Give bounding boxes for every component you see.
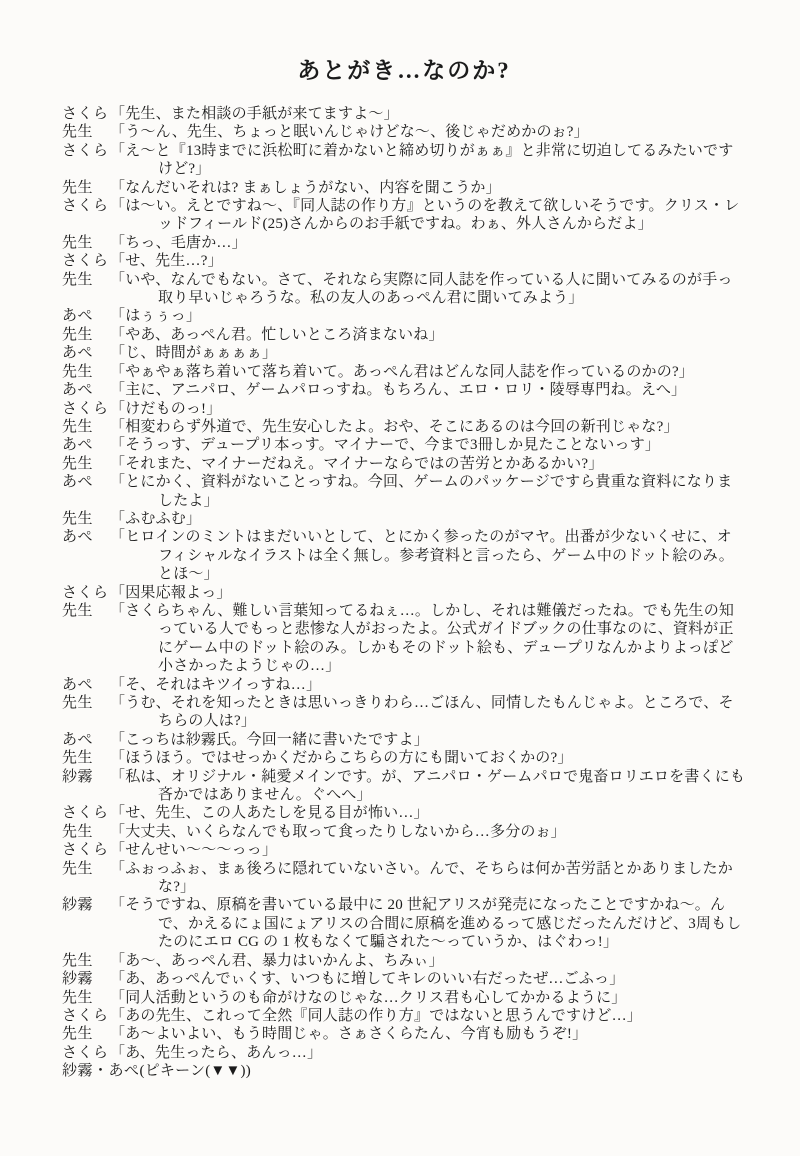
speaker-name: 先生: [62, 418, 94, 435]
dialogue-text: 「あ〜、あっぺん君、暴力はいかんよ、ちみぃ」: [110, 952, 444, 969]
dialogue-line: [62, 418, 746, 436]
dialogue-text: 「やあ、あっぺん君。忙しいところ済まないね」: [110, 326, 444, 343]
dialogue-text: 「あ〜よいよい、もう時間じゃ。さぁさくらたん、今宵も励もうぞ!」: [110, 1026, 588, 1043]
dialogue-text: 「そうっす、デュープリ本っす。マイナーで、今まで3冊しか見たことないっす」: [110, 437, 661, 454]
speaker-name: 先生: [62, 363, 94, 380]
speaker-name: 先生: [62, 234, 94, 251]
speaker-name: 紗霧: [62, 768, 94, 785]
speaker-name: 先生: [62, 602, 94, 619]
dialogue-line: [62, 602, 746, 676]
speaker-name: 先生: [62, 179, 94, 196]
dialogue-text: 「大丈夫、いくらなんでも取って食ったりしないから…多分のぉ」: [110, 823, 566, 840]
dialogue-script: [62, 105, 746, 1081]
dialogue-text: 「私は、オリジナル・純愛メインです。が、アニパロ・ゲームパロで鬼畜ロリエロを書くにも吝かではありません。ぐへへ」: [110, 768, 746, 804]
dialogue-text: 「ヒロインのミントはまだいいとして、とにかく参ったのがマヤ。出番が少ないくせに、オフィシャルなイラストは全く無し。参考資料と言ったら、ゲーム中のドット絵のみ。とほ〜」: [110, 529, 734, 583]
page-title: あとがき…なのか?: [297, 58, 511, 83]
dialogue-line: [62, 197, 746, 234]
speaker-name: あぺ: [62, 676, 94, 693]
speaker-name: あぺ: [62, 345, 94, 362]
speaker-name: さくら: [62, 584, 109, 601]
dialogue-line: [62, 473, 746, 510]
dialogue-line: [62, 1007, 746, 1025]
speaker-name: あぺ: [62, 731, 94, 748]
speaker-name: さくら: [62, 1044, 109, 1061]
dialogue-text: 「あ、先生ったら、あんっ…」: [110, 1044, 323, 1061]
speaker-name: 先生: [62, 989, 94, 1006]
dialogue-line: [62, 676, 746, 694]
dialogue-text: 「なんだいそれは? まぁしょうがない、内容を聞こうか」: [110, 179, 501, 196]
dialogue-text: 「主に、アニパロ、ゲームパロっすね。もちろん、エロ・ロリ・陵辱専門ね。えへ」: [110, 382, 687, 399]
dialogue-text: 「え〜と『13時までに浜松町に着かないと締め切りがぁぁ』と非常に切迫してるみたいですけど?」: [110, 142, 734, 178]
speaker-name: 先生: [62, 326, 94, 343]
dialogue-line: [62, 952, 746, 970]
dialogue-text: 「因果応報よっ」: [110, 584, 232, 601]
dialogue-line: [62, 510, 746, 528]
dialogue-line: [62, 1044, 746, 1062]
dialogue-line: [62, 381, 746, 399]
dialogue-line: [62, 326, 746, 344]
dialogue-line: [62, 344, 746, 362]
dialogue-line: [62, 768, 746, 805]
speaker-name: 紗霧・あぺ: [62, 1063, 140, 1080]
speaker-name: さくら: [62, 142, 109, 159]
dialogue-line: [62, 179, 746, 197]
dialogue-line: [62, 142, 746, 179]
speaker-name: さくら: [62, 805, 109, 822]
dialogue-line: [62, 584, 746, 602]
dialogue-text: 「せ、先生、この人あたしを見る目が怖い…」: [110, 805, 429, 822]
speaker-name: 先生: [62, 271, 94, 288]
speaker-name: 先生: [62, 695, 94, 711]
dialogue-line: [62, 841, 746, 859]
dialogue-text: 「せんせい〜〜〜っっ」: [110, 842, 278, 859]
dialogue-line: [62, 823, 746, 841]
speaker-name: あぺ: [62, 308, 94, 325]
speaker-name: あぺ: [62, 529, 94, 546]
dialogue-line: [62, 234, 746, 252]
dialogue-line: [62, 731, 746, 749]
dialogue-text: 「それまた、マイナーだねえ。マイナーならではの苦労とかあるかい?」: [110, 455, 604, 472]
dialogue-text: 「そうですね、原稿を書いている最中に 20 世紀アリスが発売になったことですかね〜。んで、かえるにょ国にょアリスの合間に原稿を進めるって感じだったんだけど、3周もしたのにエロ CG の 1 枚もなくて騙された〜っていうか、はぐわっ!」: [110, 897, 742, 951]
speaker-name: 紗霧: [62, 897, 94, 914]
dialogue-text: 「じ、時間がぁぁぁぁ」: [110, 345, 278, 362]
dialogue-text: 「さくらちゃん、難しい言葉知ってるねぇ…。しかし、それは難儀だったね。でも先生の知っている人でもっと悲惨な人がおったよ。公式ガイドブックの仕事なのに、資料が正にゲーム中のドット絵のみ。しかもそのドット絵も、デュープリなんかよりよっぽど小さかったようじゃの…」: [110, 602, 735, 675]
speaker-name: 先生: [62, 823, 94, 840]
dialogue-text: 「はぅぅっ」: [110, 308, 202, 325]
speaker-name: 紗霧: [62, 971, 94, 988]
dialogue-line: [62, 749, 746, 767]
dialogue-line: [62, 989, 746, 1007]
dialogue-text: 「けだものっ!」: [110, 400, 222, 417]
dialogue-text: 「せ、先生…?」: [110, 253, 223, 270]
dialogue-text: 「やぁやぁ落ち着いて落ち着いて。あっぺん君はどんな同人誌を作っているのかの?」: [110, 363, 695, 380]
dialogue-line: [62, 307, 746, 325]
dialogue-line: [62, 528, 746, 583]
dialogue-text: 「相変わらず外道で、先生安心したよ。おや、そこにあるのは今回の新刊じゃな?」: [110, 418, 679, 435]
speaker-name: あぺ: [62, 437, 94, 454]
dialogue-text: 「あの先生、これって全然『同人誌の作り方』ではないと思うんですけど…」: [110, 1007, 643, 1024]
dialogue-line: [62, 804, 746, 822]
speaker-name: 先生: [62, 124, 94, 141]
dialogue-line: [62, 896, 746, 951]
speaker-name: さくら: [62, 253, 109, 270]
dialogue-text: 「う〜ん、先生、ちょっと眠いんじゃけどな〜、後じゃだめかのぉ?」: [110, 124, 589, 141]
dialogue-text: 「うむ、それを知ったときは思いっきりわら…ごほん、同情したもんじゃよ。ところで、そちらの人は?」: [110, 695, 734, 730]
dialogue-line: [62, 105, 746, 123]
speaker-name: さくら: [62, 1007, 109, 1024]
dialogue-text: 「こっちは紗霧氏。今回一緒に書いたですよ」: [110, 731, 429, 748]
speaker-name: あぺ: [62, 474, 94, 491]
dialogue-text: 「いや、なんでもない。さて、それなら実際に同人誌を作っている人に聞いてみるのが手っ取り早いじゃろうな。私の友人のあっぺん君に聞いてみよう」: [110, 271, 733, 307]
dialogue-line: [62, 455, 746, 473]
speaker-name: さくら: [62, 400, 109, 417]
speaker-name: 先生: [62, 1026, 94, 1043]
dialogue-line: [62, 123, 746, 141]
dialogue-line: [62, 1062, 746, 1080]
speaker-name: 先生: [62, 750, 94, 767]
speaker-name: あぺ: [62, 382, 94, 399]
speaker-name: 先生: [62, 860, 94, 877]
dialogue-line: [62, 252, 746, 270]
dialogue-text: 「同人活動というのも命がけなのじゃな…クリス君も心してかかるように」: [110, 989, 627, 1006]
dialogue-text: 「ちっ、毛唐か…」: [110, 234, 247, 251]
dialogue-text: 「ふむふむ」: [110, 510, 202, 527]
speaker-name: 先生: [62, 455, 94, 472]
dialogue-text: 「あ、あっぺんでぃくす、いつもに増してキレのいい右だったぜ…ごふっ」: [110, 971, 625, 988]
dialogue-line: [62, 694, 746, 731]
dialogue-line: [62, 970, 746, 988]
speaker-name: 先生: [62, 952, 94, 969]
dialogue-text: 「先生、また相談の手紙が来てますよ〜」: [110, 106, 399, 122]
dialogue-text: 「ほうほう。ではせっかくだからこちらの方にも聞いておくかの?」: [110, 750, 573, 767]
dialogue-line: [62, 400, 746, 418]
speaker-name: さくら: [62, 106, 109, 122]
dialogue-line: [62, 363, 746, 381]
speaker-name: さくら: [62, 842, 109, 859]
dialogue-text: 「ふぉっふぉ、まぁ後ろに隠れていないさい。んで、そちらは何か苦労話とかありましたかな?」: [110, 860, 733, 896]
dialogue-text: 「とにかく、資料がないことっすね。今回、ゲームのパッケージですら貴重な資料になりましたよ」: [110, 474, 733, 509]
dialogue-line: [62, 271, 746, 308]
dialogue-line: [62, 1025, 746, 1043]
dialogue-text: 「は〜い。えとですね〜、『同人誌の作り方』というのを教えて欲しいそうです。クリス・レッドフィールド(25)さんからのお手紙ですね。わぁ、外人さんからだよ」: [110, 198, 740, 233]
speaker-name: 先生: [62, 510, 94, 527]
dialogue-text: (ピキーン(▼▼)): [139, 1063, 251, 1080]
dialogue-line: [62, 436, 746, 454]
speaker-name: さくら: [62, 198, 109, 215]
dialogue-line: [62, 860, 746, 897]
dialogue-text: 「そ、それはキツイっすね…」: [110, 676, 322, 693]
